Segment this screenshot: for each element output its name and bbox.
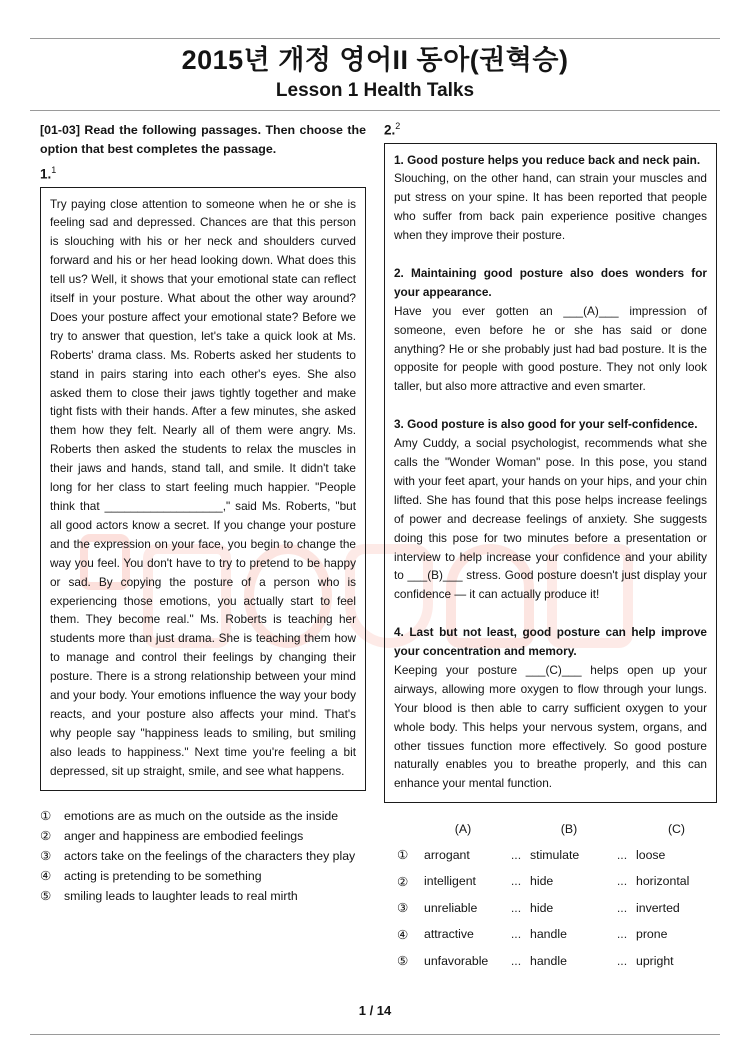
option-row-5 bbox=[40, 886, 366, 906]
passage-paragraph-4 bbox=[394, 623, 707, 793]
page-title: 2015년 개정 영어II 동아(권혁승) bbox=[181, 45, 569, 75]
column-header-a: (A) bbox=[454, 821, 472, 836]
question-1-superscript: 1 bbox=[51, 165, 57, 175]
option-marker: ① bbox=[40, 808, 52, 823]
question-2-number: 2. bbox=[384, 122, 396, 138]
option-marker: ③ bbox=[40, 848, 52, 863]
ellipsis-separator: ... bbox=[510, 953, 522, 968]
option-row-2 bbox=[40, 826, 366, 846]
section-instructions: [01-03] Read the following passages. Then choose the option that best completes the passage. bbox=[40, 123, 366, 156]
option-text: smiling leads to laughter leads to real mirth bbox=[64, 888, 298, 903]
option-text: emotions are as much on the outside as the inside bbox=[64, 808, 339, 823]
answer-row-5 bbox=[384, 947, 717, 974]
page-number: 1 / 14 bbox=[358, 1003, 392, 1018]
answer-word-c: prone bbox=[636, 927, 668, 942]
question-2-answer-table bbox=[384, 816, 717, 974]
top-rule bbox=[30, 38, 720, 39]
question-1-passage-box bbox=[40, 187, 366, 791]
option-marker: ④ bbox=[40, 868, 52, 883]
option-row-4 bbox=[40, 866, 366, 886]
answer-marker: ① bbox=[397, 848, 409, 863]
ellipsis-separator: ... bbox=[510, 927, 522, 942]
ellipsis-separator: ... bbox=[510, 874, 522, 889]
question-2-label bbox=[384, 121, 717, 138]
passage-paragraph-1 bbox=[394, 151, 707, 246]
option-text: acting is pretending to be something bbox=[64, 868, 262, 883]
option-text: anger and happiness are embodied feelings bbox=[64, 828, 304, 843]
answer-word-c: loose bbox=[636, 847, 666, 862]
option-row-1 bbox=[40, 806, 366, 826]
ellipsis-separator: ... bbox=[616, 874, 628, 889]
paragraph-body: Keeping your posture ___(C)___ helps open up your airways, allowing more oxygen to flow through your lungs. Your blood is then able to carry sufficient oxygen to your whole body. This helps your nervous system, organs, and other tissues function more effectively. So good posture naturally enables you to breathe properly, and this can enhance your mental function. bbox=[394, 662, 707, 791]
answer-marker: ⑤ bbox=[397, 954, 409, 969]
answer-marker: ④ bbox=[397, 927, 409, 942]
option-marker: ⑤ bbox=[40, 888, 52, 903]
answer-word-c: upright bbox=[636, 953, 674, 968]
doc-header bbox=[0, 44, 750, 102]
answer-table-header bbox=[384, 816, 717, 841]
paragraph-body: Amy Cuddy, a social psychologist, recommends what she calls the "Wonder Woman" pose. In this pose, you stand with your feet apart, your hands on your hips, and your chin lifted. She has found that this pose helps increase feelings of power and decrease feelings of anxiety. She suggests doing this pose for two minutes before a presentation or interview to help increase your confidence and your ability to ___(B)___ stress. Good posture doesn't just display your confidence — it can actually produce it! bbox=[394, 436, 707, 602]
answer-row-2 bbox=[384, 868, 717, 895]
answer-word-b: handle bbox=[530, 927, 567, 942]
paragraph-heading: 2. Maintaining good posture also does wonders for your appearance. bbox=[394, 265, 707, 299]
ellipsis-separator: ... bbox=[510, 847, 522, 862]
header-rule bbox=[30, 110, 720, 111]
paragraph-body: Slouching, on the other hand, can strain your muscles and put stress on your spine. It has been reported that people who suffer from back pain experience positive changes when they improve their posture. bbox=[394, 171, 707, 243]
paragraph-heading: 3. Good posture is also good for your self-confidence. bbox=[394, 417, 698, 432]
ellipsis-separator: ... bbox=[616, 900, 628, 915]
answer-row-1 bbox=[384, 841, 717, 868]
answer-word-b: hide bbox=[530, 900, 554, 915]
option-row-3 bbox=[40, 846, 366, 866]
ellipsis-separator: ... bbox=[616, 847, 628, 862]
ellipsis-separator: ... bbox=[510, 900, 522, 915]
answer-row-4 bbox=[384, 921, 717, 948]
answer-marker: ③ bbox=[397, 901, 409, 916]
bottom-rule bbox=[30, 1034, 720, 1035]
right-column bbox=[384, 121, 717, 974]
option-marker: ② bbox=[40, 828, 52, 843]
passage-paragraph-3 bbox=[394, 415, 707, 604]
question-1-number: 1. bbox=[40, 166, 52, 182]
answer-word-a: attractive bbox=[424, 927, 474, 942]
question-1-label bbox=[40, 165, 366, 182]
question-1-options bbox=[40, 806, 366, 906]
answer-word-b: stimulate bbox=[530, 847, 580, 862]
question-2-passage-box bbox=[384, 143, 717, 804]
paragraph-heading: 4. Last but not least, good posture can help improve your concentration and memory. bbox=[394, 625, 707, 659]
column-header-b: (B) bbox=[560, 821, 578, 836]
answer-word-c: inverted bbox=[636, 900, 680, 915]
paragraph-body: Have you ever gotten an ___(A)___ impression of someone, even before he or she has said or done anything? He or she probably just had bad posture. It is the opposite for people with good posture. They not only look taller, but also more attractive and even smarter. bbox=[394, 303, 707, 394]
answer-word-a: unreliable bbox=[424, 900, 478, 915]
ellipsis-separator: ... bbox=[616, 953, 628, 968]
answer-row-3 bbox=[384, 894, 717, 921]
answer-word-c: horizontal bbox=[636, 874, 690, 889]
answer-marker: ② bbox=[397, 874, 409, 889]
left-column bbox=[40, 121, 366, 906]
answer-word-a: intelligent bbox=[424, 874, 476, 889]
page-subtitle: Lesson 1 Health Talks bbox=[275, 80, 475, 101]
column-header-c: (C) bbox=[667, 821, 686, 836]
option-text: actors take on the feelings of the characters they play bbox=[64, 848, 356, 863]
answer-word-a: arrogant bbox=[424, 847, 470, 862]
passage-paragraph-2 bbox=[394, 264, 707, 396]
question-2-superscript: 2 bbox=[395, 121, 401, 131]
answer-word-b: handle bbox=[530, 953, 567, 968]
paragraph-heading: 1. Good posture helps you reduce back and neck pain. bbox=[394, 152, 701, 167]
question-1-passage: Try paying close attention to someone when he or she is feeling sad and depressed. Chances are that this person is slouching with his or her neck and shoulders curved forward and his or her head looking down. What does this tell us? Well, it shows that your emotional state can reflect itself in your posture. What about the other way around? Does your posture affect your emotional state? Before we try to answer that question, let's take a quick look at Ms. Roberts' drama class. Ms. Roberts asked her students to stand in pairs staring into each other's eyes. She also asked them to close their jaws tightly together and make tight fists with their hands. After a few minutes, she asked them how they felt. Nearly all of them were angry. Ms. Roberts then asked the students to relax the muscles in their jaws and hands, stand tall, and smile. It didn't take long for her class to start feeling much happier. "People think that __________________," said Ms. Roberts, "but all good actors know a secret. If you change your posture and the expression on your face, you begin to change the way you feel. You don't have to try to pretend to be happy or sad. By copying the posture of a person who is experiencing those emotions, you actually start to feel them. They become real." Ms. Roberts is teaching her students more than just drama. She is teaching them how to manage and control their feelings by changing their posture. There is a strong relationship between your mind and your body. Your emotions influence the way your body reacts, and your posture also affects your mind. That's why people say "happiness leads to smiling, but smiling also leads to happiness." Next time you're feeling a bit depressed, sit up straight, smile, and see what happens. bbox=[50, 196, 356, 778]
ellipsis-separator: ... bbox=[616, 927, 628, 942]
answer-word-a: unfavorable bbox=[424, 953, 489, 968]
answer-word-b: hide bbox=[530, 874, 554, 889]
